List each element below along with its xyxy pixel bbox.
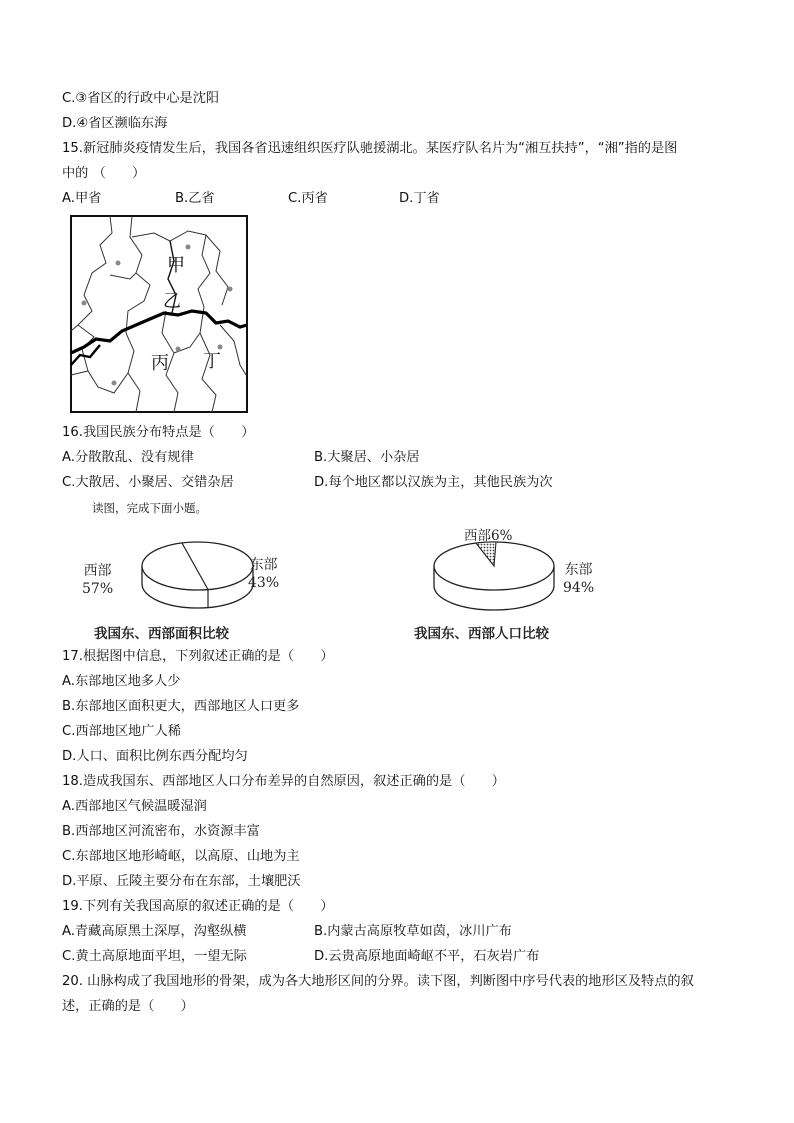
- pie-area-west-value: 57%: [82, 581, 114, 597]
- q17-option-c: C.西部地区地广人稀: [62, 724, 181, 739]
- pie-area-caption: 我国东、西部面积比较: [94, 626, 229, 642]
- section-intro: 读图，完成下面小题。: [92, 501, 207, 515]
- q17-option-b: B.东部地区面积更大，西部地区人口更多: [62, 699, 300, 714]
- map-label-bing: 丙: [151, 353, 169, 374]
- province-map: [70, 215, 248, 413]
- q19-option-c: C.黄土高原地面平坦，一望无际: [62, 949, 247, 964]
- q17-option-d: D.人口、面积比例东西分配均匀: [62, 749, 248, 764]
- q15-stem-line2: 中的 （ ）: [62, 166, 146, 181]
- q14-option-c: C.③省区的行政中心是沈阳: [62, 91, 220, 106]
- map-label-yi: 乙: [163, 291, 181, 312]
- q16-option-b: B.大聚居、小杂居: [314, 450, 420, 465]
- q15-option-b: B.乙省: [175, 191, 215, 206]
- q19-option-a: A.青藏高原黑土深厚，沟壑纵横: [62, 924, 247, 939]
- q15-option-a: A.甲省: [62, 191, 102, 206]
- pie-pop-west-label: [464, 527, 512, 545]
- pie-pop-east-label: [563, 561, 594, 597]
- q14-option-d: D.④省区濒临东海: [62, 116, 168, 131]
- pie-area-west-label: [82, 562, 113, 598]
- q16-stem: 16.我国民族分布特点是（ ）: [62, 425, 255, 440]
- q17-stem: 17.根据图中信息，下列叙述正确的是（ ）: [62, 649, 334, 664]
- pie-area-east-value: 43%: [248, 575, 280, 591]
- q20-stem-line2: 述，正确的是（ ）: [62, 999, 194, 1014]
- pie-pop-east-name: 东部: [564, 562, 593, 578]
- pie-area-east-label: [248, 556, 279, 592]
- map-label-jia: 甲: [167, 255, 185, 276]
- q17-option-a: A.东部地区地多人少: [62, 674, 181, 689]
- map-label-ding: 丁: [203, 351, 221, 372]
- pie-chart-area: [140, 540, 255, 614]
- q16-option-a: A.分散散乱、没有规律: [62, 450, 194, 465]
- q19-option-d: D.云贵高原地面崎岖不平，石灰岩广布: [314, 949, 540, 964]
- q19-stem: 19.下列有关我国高原的叙述正确的是（ ）: [62, 899, 334, 914]
- q15-option-d: D.丁省: [399, 191, 440, 206]
- q15-option-c: C.丙省: [288, 191, 328, 206]
- pie-area-west-name: 西部: [83, 563, 112, 579]
- q20-stem-line1: 20. 山脉构成了我国地形的骨架，成为各大地形区间的分界。读下图，判断图中序号代表的地形区及特点的叙: [62, 974, 694, 989]
- pie-pop-east-value: 94%: [563, 580, 595, 596]
- q18-option-b: B.西部地区河流密布，水资源丰富: [62, 824, 260, 839]
- pie-chart-population: [432, 540, 556, 616]
- q18-option-a: A.西部地区气候温暖湿润: [62, 799, 207, 814]
- q18-option-c: C.东部地区地形崎岖，以高原、山地为主: [62, 849, 300, 864]
- pie-pop-west-name: 西部: [464, 528, 491, 544]
- q19-option-b: B.内蒙古高原牧草如茵，冰川广布: [314, 924, 512, 939]
- q18-option-d: D.平原、丘陵主要分布在东部，土壤肥沃: [62, 874, 301, 889]
- q16-option-d: D.每个地区都以汉族为主，其他民族为次: [314, 475, 553, 490]
- pie-area-east-name: 东部: [249, 557, 278, 573]
- pie-pop-west-value: 6%: [491, 528, 513, 544]
- pie-area-top: [142, 542, 253, 590]
- q18-stem: 18.造成我国东、西部地区人口分布差异的自然原因，叙述正确的是（ ）: [62, 774, 505, 789]
- pie-pop-caption: 我国东、西部人口比较: [414, 626, 549, 642]
- q15-stem-line1: 15.新冠肺炎疫情发生后，我国各省迅速组织医疗队驰援湖北。某医疗队名片为“湘互扶持”，“湘”指的是图: [62, 141, 678, 156]
- q16-option-c: C.大散居、小聚居、交错杂居: [62, 475, 234, 490]
